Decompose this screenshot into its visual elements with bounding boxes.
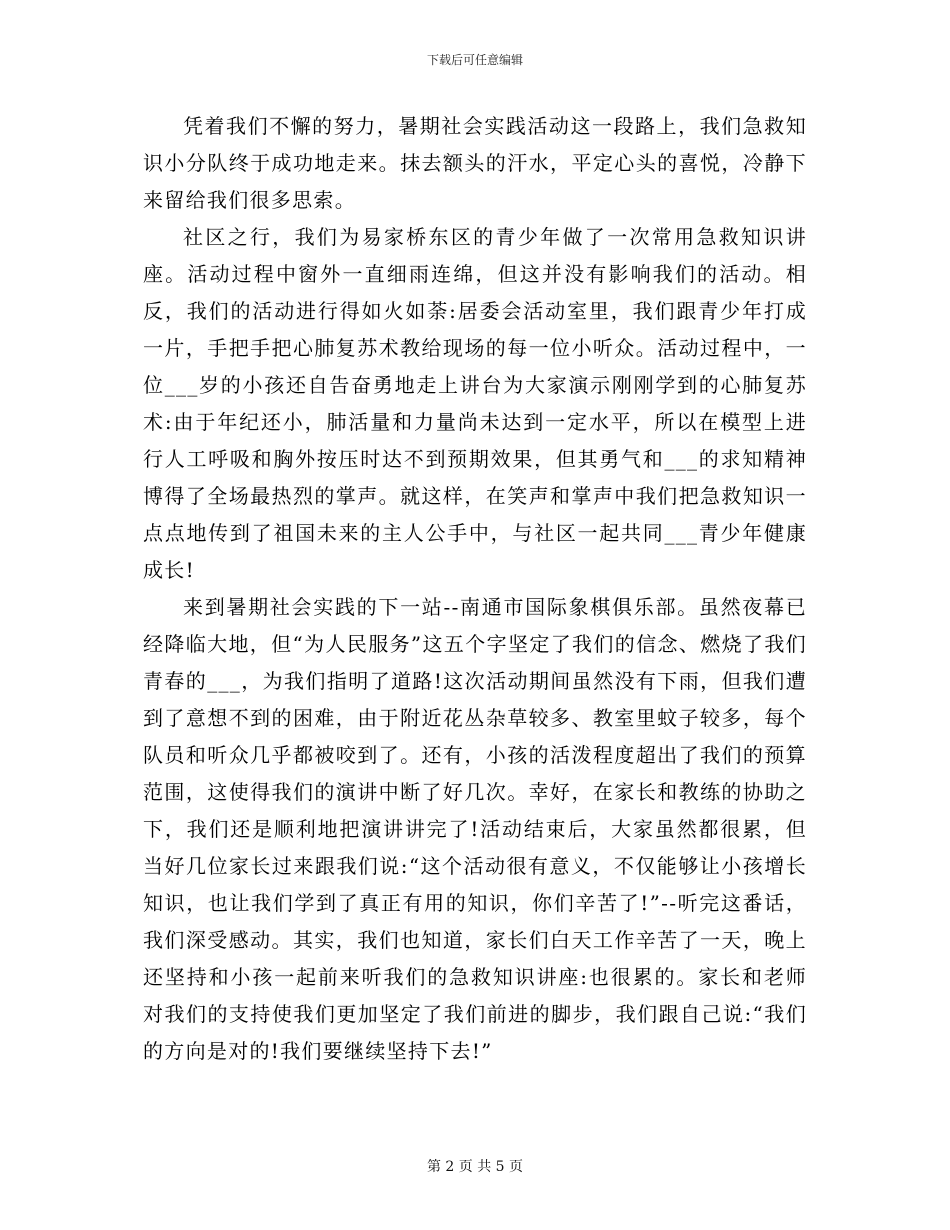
page-number-footer: 第 2 页 共 5 页	[426, 1159, 524, 1175]
document-body	[143, 108, 807, 1070]
paragraph-2: 社区之行，我们为易家桥东区的青少年做了一次常用急救知识讲座。活动过程中窗外一直细雨连绵，但这并没有影响我们的活动。相反，我们的活动进行得如火如荼:居委会活动室里，我们跟青少年打成一片，手把手把心肺复苏术教给现场的每一位小听众。活动过程中，一位___岁的小孩还自告奋勇地走上讲台为大家演示刚刚学到的心肺复苏术:由于年纪还小，肺活量和力量尚未达到一定水平，所以在模型上进行人工呼吸和胸外按压时达不到预期效果，但其勇气和___的求知精神博得了全场最热烈的掌声。就这样，在笑声和掌声中我们把急救知识一点点地传到了祖国未来的主人公手中，与社区一起共同___青少年健康成长!	[143, 225, 807, 582]
paragraph-1: 凭着我们不懈的努力，暑期社会实践活动这一段路上，我们急救知识小分队终于成功地走来。抹去额头的汗水，平定心头的喜悦，冷静下来留给我们很多思索。	[143, 114, 807, 212]
page-header: 下载后可任意编辑	[426, 53, 523, 67]
paragraph-3: 来到暑期社会实践的下一站--南通市国际象棋俱乐部。虽然夜幕已经降临大地，但“为人民服务”这五个字坚定了我们的信念、燃烧了我们青春的___，为我们指明了道路!这次活动期间虽然没有下雨，但我们遭到了意想不到的困难，由于附近花丛杂草较多、教室里蚊子较多，每个队员和听众几乎都被咬到了。还有，小孩的活泼程度超出了我们的预算范围，这使得我们的演讲中断了好几次。幸好，在家长和教练的协助之下，我们还是顺利地把演讲讲完了!活动结束后，大家虽然都很累，但当好几位家长过来跟我们说:“这个活动很有意义，不仅能够让小孩增长知识，也让我们学到了真正有用的知识，你们辛苦了!”--听完这番话，我们深受感动。其实，我们也知道，家长们白天工作辛苦了一天，晚上还坚持和小孩一起前来听我们的急救知识讲座:也很累的。家长和老师对我们的支持使我们更加坚定了我们前进的脚步，我们跟自己说:“我们的方向是对的!我们要继续坚持下去!”	[143, 595, 807, 1063]
